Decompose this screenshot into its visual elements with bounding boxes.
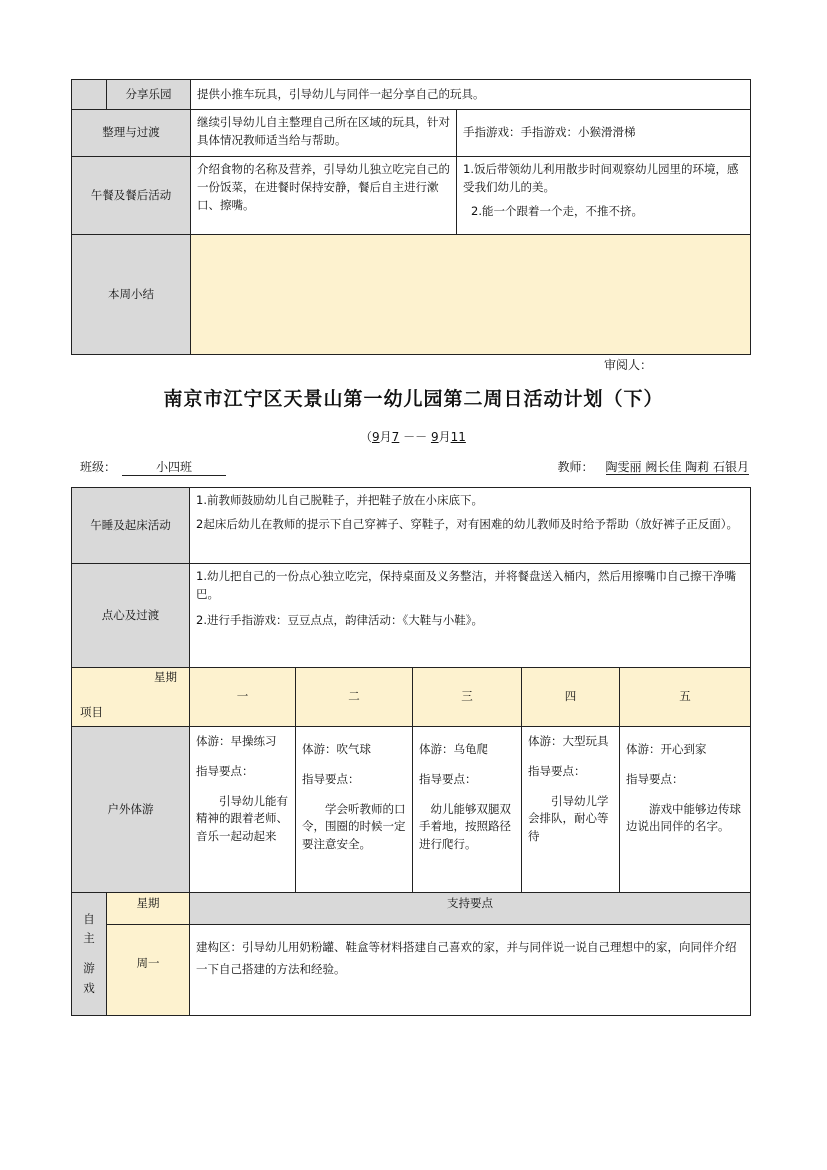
date-open: （ (360, 430, 373, 444)
page-title: 南京市江宁区天景山第一幼儿园第二周日活动计划（下） (163, 388, 664, 410)
date-start-month: 9 (372, 430, 380, 444)
tidy-left: 继续引导幼儿自主整理自己所在区域的玩具，针对具体情况教师适当给与帮助。 (191, 110, 457, 157)
guide-point: 幼儿能够双腿双手着地，按照路径进行爬行。 (419, 801, 511, 852)
share-label: 分享乐园 (107, 80, 191, 110)
activity-name: 体游：开心到家 (626, 742, 707, 756)
free-play-mon-label: 周一 (107, 925, 190, 1016)
day-header-fri: 五 (620, 668, 751, 727)
day-header-wed: 三 (413, 668, 522, 727)
outdoor-thu (522, 727, 620, 893)
lunch-right (457, 157, 751, 235)
day-header-tue: 二 (296, 668, 413, 727)
summary-label: 本周小结 (72, 235, 191, 355)
activity-name: 体游：吹气球 (302, 742, 371, 756)
item-header: 项目 (80, 705, 103, 720)
guide-label: 指导要点： (528, 763, 586, 778)
main-plan-table (71, 487, 751, 1016)
date-month-mark: 月 (438, 430, 451, 444)
reviewer-label: 审阅人： (604, 358, 653, 372)
guide-point: 游戏中能够边传球边说出同伴的名字。 (626, 801, 741, 834)
outdoor-label: 户外体游 (72, 727, 190, 893)
summary-content (191, 235, 751, 355)
guide-point: 引导幼儿能有精神的跟着老师、音乐一起动起来 (196, 793, 288, 844)
tidy-label: 整理与过渡 (72, 110, 191, 157)
free-play-char: 自 (83, 911, 95, 926)
free-play-char: 游 (83, 961, 95, 975)
weekday-header: 星期 (154, 670, 177, 684)
activity-name: 体游：大型玩具 (528, 734, 609, 748)
support-header: 支持要点 (190, 893, 751, 925)
lunch-right-1: 1.饭后带领幼儿利用散步时间观察幼儿园里的环境，感受我们幼儿的美。 (463, 162, 739, 194)
outdoor-mon (190, 727, 296, 893)
nap-label: 午睡及起床活动 (72, 488, 190, 564)
lunch-left: 介绍食物的名称及营养，引导幼儿独立吃完自己的一份饭菜，在进餐时保持安静，餐后自主进行漱口、擦嘴。 (191, 157, 457, 235)
week-header-corner (72, 668, 190, 727)
date-range (360, 428, 466, 445)
outdoor-tue (296, 727, 413, 893)
day-header-thu: 四 (522, 668, 620, 727)
guide-point: 学会听教师的口令，围圈的时候一定要注意安全。 (302, 801, 406, 852)
free-play-char: 主 (83, 931, 95, 946)
nap-content (190, 488, 751, 564)
class-field (80, 458, 226, 476)
guide-point: 引导幼儿学会排队，耐心等待 (528, 793, 609, 844)
tidy-right: 手指游戏：手指游戏：小猴滑滑梯 (457, 110, 751, 157)
top-plan-table (71, 79, 751, 355)
class-value: 小四班 (122, 458, 226, 476)
date-separator: －－ (399, 430, 431, 444)
free-play-char: 戏 (83, 980, 95, 995)
snack-label: 点心及过渡 (72, 564, 190, 668)
teachers-field (558, 458, 749, 475)
snack-p1: 1.幼儿把自己的一份点心独立吃完，保持桌面及义务整洁，并将餐盘送入桶内，然后用擦嘴巾自己擦干净嘴巴。 (196, 569, 736, 601)
activity-name: 体游：乌龟爬 (419, 742, 488, 756)
date-month-mark: 月 (379, 430, 392, 444)
guide-label: 指导要点： (302, 771, 360, 786)
activity-name: 体游：早操练习 (196, 734, 277, 748)
outdoor-fri (620, 727, 751, 893)
teachers-label: 教师： (557, 460, 594, 474)
date-end-month: 9 (430, 430, 439, 444)
nap-p2: 2起床后幼儿在教师的提示下自己穿裤子、穿鞋子，对有困难的幼儿教师及时给予帮助（放好裤子正反面）。 (196, 516, 739, 531)
date-end-day: 11 (450, 430, 466, 444)
share-content: 提供小推车玩具，引导幼儿与同伴一起分享自己的玩具。 (191, 80, 751, 110)
guide-label: 指导要点： (626, 771, 684, 786)
outdoor-wed (413, 727, 522, 893)
lunch-label: 午餐及餐后活动 (72, 157, 191, 235)
class-label: 班级： (80, 460, 117, 474)
guide-label: 指导要点： (419, 771, 477, 786)
free-play-mon-content: 建构区：引导幼儿用奶粉罐、鞋盒等材料搭建自己喜欢的家，并与同伴说一说自己理想中的家，向同伴介绍一下自己搭建的方法和经验。 (190, 925, 751, 1016)
day-header-mon: 一 (190, 668, 296, 727)
free-play-label (72, 893, 107, 1016)
snack-p2: 2.进行手指游戏：豆豆点点，韵律活动：《大鞋与小鞋》。 (196, 612, 483, 627)
share-side-cell (72, 80, 107, 110)
date-start-day: 7 (391, 430, 400, 444)
nap-p1: 1.前教师鼓励幼儿自己脱鞋子，并把鞋子放在小床底下。 (196, 493, 483, 507)
guide-label: 指导要点： (196, 763, 254, 778)
free-play-weekday-header: 星期 (107, 893, 190, 925)
lunch-right-2: 2.能一个跟着一个走，不推不挤。 (471, 203, 643, 218)
teachers-value: 陶雯丽 阙长佳 陶莉 石银月 (605, 460, 749, 474)
snack-content (190, 564, 751, 668)
